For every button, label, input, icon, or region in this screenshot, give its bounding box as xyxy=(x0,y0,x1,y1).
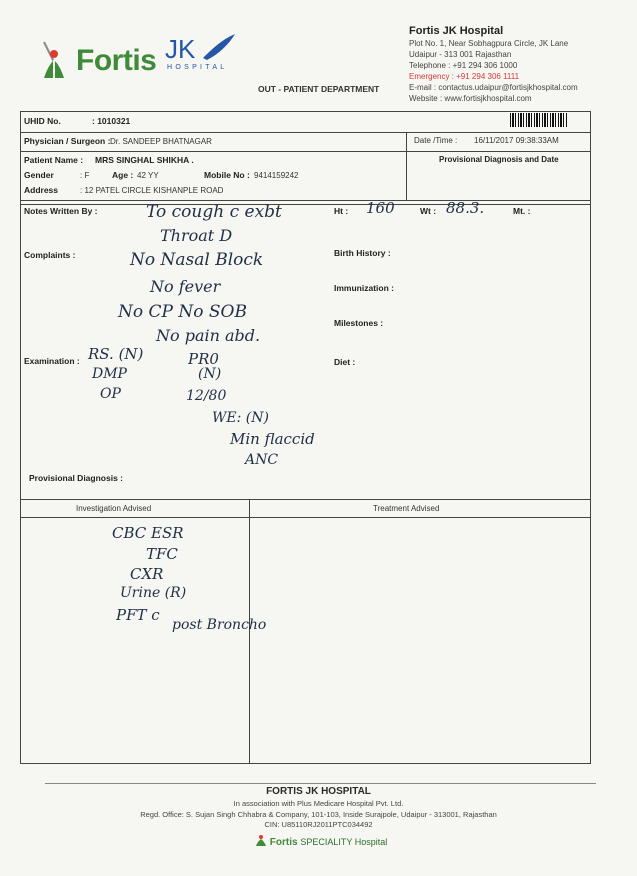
physician-label: Physician / Surgeon : xyxy=(24,136,111,146)
fortis-emblem-icon xyxy=(40,40,76,80)
mobile-value: 9414159242 xyxy=(254,171,299,180)
handwritten-exam-line: Min flaccid xyxy=(230,430,315,448)
investigation-advised-header: Investigation Advised xyxy=(76,504,152,513)
provisional-diagnosis-label: Provisional Diagnosis : xyxy=(29,473,123,483)
footer-cin: CIN: U85110RJ2011PTC034492 xyxy=(264,820,373,829)
patient-name-value: MRS SINGHAL SHIKHA . xyxy=(95,155,194,165)
gender-label: Gender xyxy=(24,170,54,180)
handwritten-investigation-line: Urine (R) xyxy=(120,585,187,601)
department-title: OUT - PATIENT DEPARTMENT xyxy=(258,84,380,94)
age-label: Age : xyxy=(112,170,134,180)
handwritten-exam-line: PR0 xyxy=(188,350,219,368)
weight-handwritten: 88.3. xyxy=(446,199,485,217)
footer-registered-office: Regd. Office: S. Sujan Singh Chhabra & Company, 101-103, Inside Surajpole, Udaipur - 313001, Rajasthan xyxy=(140,810,497,819)
complaints-label: Complaints : xyxy=(24,250,76,260)
height-handwritten: 160 xyxy=(366,199,395,217)
weight-label: Wt : xyxy=(420,206,437,216)
hospital-name: Fortis JK Hospital xyxy=(409,25,504,37)
handwritten-note-line: No fever xyxy=(150,277,221,296)
hospital-emergency: Emergency : +91 294 306 1111 xyxy=(409,72,520,81)
jk-logo-text: JK xyxy=(165,34,196,64)
age-value: 42 YY xyxy=(137,171,159,180)
footer-brand-suffix: SPECIALITY Hospital xyxy=(300,837,388,847)
hospital-website: Website : www.fortisjkhospital.com xyxy=(409,94,532,103)
handwritten-exam-line: 12/80 xyxy=(186,388,227,404)
fortis-logo xyxy=(40,40,160,80)
handwritten-note-line: To cough c exbt xyxy=(146,202,282,222)
datetime-value: 16/11/2017 09:38:33AM xyxy=(474,136,559,145)
handwritten-exam-line: WE: (N) xyxy=(212,410,269,426)
footer-brand-name: Fortis xyxy=(269,837,298,848)
handwritten-investigation-line: post Broncho xyxy=(172,617,267,633)
footer-divider xyxy=(45,783,596,784)
handwritten-exam-line: (N) xyxy=(198,366,222,382)
hospital-telephone: Telephone : +91 294 306 1000 xyxy=(409,61,518,70)
height-label: Ht : xyxy=(334,206,349,216)
footer-title: FORTIS JK HOSPITAL xyxy=(266,786,371,797)
footer-association: In association with Plus Medicare Hospital Pvt. Ltd. xyxy=(233,799,404,808)
hospital-address-line2: Udaipur - 313 001 Rajasthan xyxy=(409,50,512,59)
handwritten-investigation-line: CBC ESR xyxy=(112,524,184,542)
diet-label: Diet : xyxy=(334,357,356,367)
hospital-email: E-mail : contactus.udaipur@fortisjkhospital.com xyxy=(409,83,578,92)
mobile-label: Mobile No : xyxy=(204,170,250,180)
hospital-address-line1: Plot No. 1, Near Sobhagpura Circle, JK Lane xyxy=(409,39,569,48)
address-value: : 12 PATEL CIRCLE KISHANPLE ROAD xyxy=(80,186,224,195)
address-label: Address xyxy=(24,185,59,195)
birth-history-label: Birth History : xyxy=(334,248,391,258)
provisional-diagnosis-header: Provisional Diagnosis and Date xyxy=(439,155,559,164)
handwritten-note-line: No pain abd. xyxy=(156,326,261,345)
jk-logo-subtext: HOSPITAL xyxy=(167,64,228,71)
patient-name-label: Patient Name : xyxy=(24,155,84,165)
uhid-value: : 1010321 xyxy=(92,116,131,126)
milestones-label: Milestones : xyxy=(334,318,384,328)
fortis-emblem-icon xyxy=(255,834,267,846)
handwritten-note-line: No CP No SOB xyxy=(118,302,247,322)
handwritten-investigation-line: CXR xyxy=(130,565,164,583)
fortis-logo-text: Fortis xyxy=(76,44,157,77)
examination-label: Examination : xyxy=(24,356,80,366)
notes-written-by-label: Notes Written By : xyxy=(24,206,98,216)
barcode xyxy=(510,113,568,127)
jk-hospital-logo xyxy=(163,30,243,76)
handwritten-exam-line: DMP xyxy=(92,366,127,382)
datetime-label: Date /Time : xyxy=(414,136,458,145)
handwritten-exam-line: RS. (N) xyxy=(88,345,144,363)
handwritten-investigation-line: TFC xyxy=(146,545,178,563)
uhid-label: UHID No. xyxy=(24,116,61,126)
treatment-advised-header: Treatment Advised xyxy=(373,504,440,513)
mt-label: Mt. : xyxy=(513,206,531,216)
immunization-label: Immunization : xyxy=(334,283,394,293)
gender-value: : F xyxy=(80,171,90,180)
handwritten-note-line: No Nasal Block xyxy=(130,250,264,270)
handwritten-exam-line: OP xyxy=(100,386,121,402)
jk-swoosh-icon xyxy=(199,30,239,64)
footer-brand-logo xyxy=(255,834,387,848)
handwritten-exam-line: ANC xyxy=(245,452,279,468)
handwritten-investigation-line: PFT c xyxy=(116,606,160,624)
handwritten-note-line: Throat D xyxy=(160,226,233,245)
physician-value: Dr. SANDEEP BHATNAGAR xyxy=(110,137,212,146)
